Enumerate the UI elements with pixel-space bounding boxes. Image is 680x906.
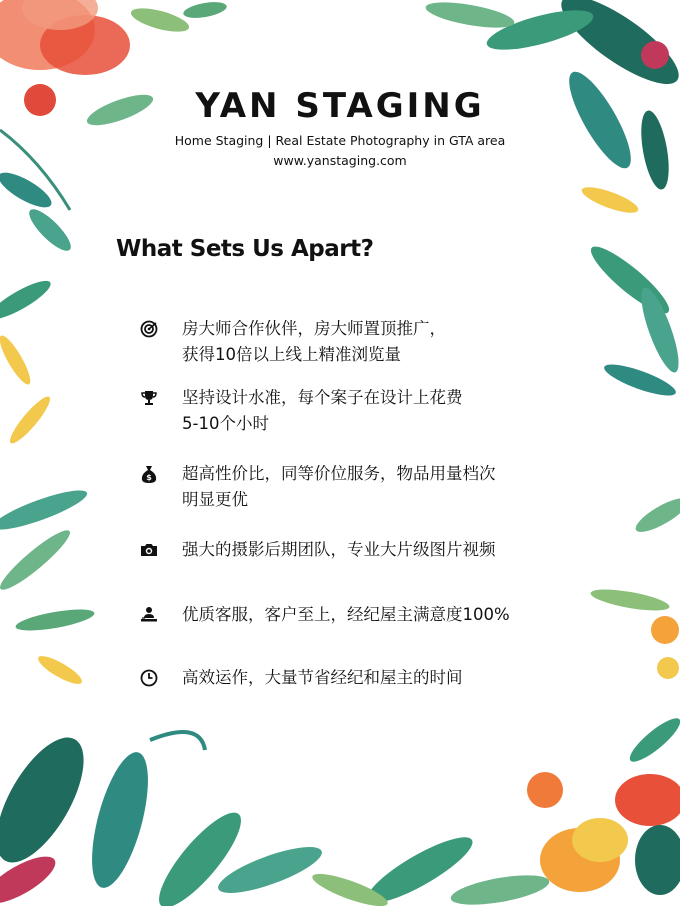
right-side-leaves	[584, 239, 680, 768]
feature-line: 5-10个小时	[182, 414, 269, 433]
top-left-flowers	[0, 0, 228, 256]
feature-text	[182, 461, 496, 513]
clock-icon	[138, 667, 160, 689]
feature-line: 坚持设计水准，每个案子在设计上花费	[182, 388, 463, 407]
feature-item	[138, 537, 578, 563]
money-bag-icon	[138, 463, 160, 485]
camera-icon	[138, 539, 160, 561]
feature-line: 优质客服，客户至上，经纪屋主满意度100%	[182, 605, 510, 624]
feature-text	[182, 316, 446, 368]
bottom-right-flowers	[309, 772, 680, 906]
trophy-icon	[138, 387, 160, 409]
feature-line: 明显更优	[182, 490, 248, 509]
feature-text	[182, 385, 463, 437]
feature-text	[182, 537, 496, 563]
feature-item	[138, 316, 578, 368]
feature-line: 房大师合作伙伴，房大师置顶推广，	[182, 319, 446, 338]
bullseye-icon	[138, 318, 160, 340]
website-link[interactable]: www.yanstaging.com	[273, 153, 407, 168]
feature-item	[138, 461, 578, 513]
feature-item	[138, 385, 578, 437]
svg-text:$: $	[146, 473, 152, 482]
feature-line: 高效运作，大量节省经纪和屋主的时间	[182, 668, 463, 687]
section-heading: What Sets Us Apart?	[116, 236, 374, 262]
feature-line: 超高性价比，同等价位服务，物品用量档次	[182, 464, 496, 483]
brand-logo: YAN STAGING	[195, 86, 485, 126]
feature-text	[182, 665, 463, 691]
feature-line: 获得10倍以上线上精准浏览量	[182, 345, 401, 364]
bottom-left-leaves	[0, 724, 326, 906]
customer-service-icon	[138, 604, 160, 626]
feature-line: 强大的摄影后期团队，专业大片级图片视频	[182, 540, 496, 559]
brand-tagline: Home Staging | Real Estate Photography in GTA area	[174, 133, 506, 148]
left-side-leaves	[0, 275, 96, 689]
feature-item	[138, 665, 578, 691]
feature-item	[138, 602, 578, 628]
feature-text	[182, 602, 510, 628]
